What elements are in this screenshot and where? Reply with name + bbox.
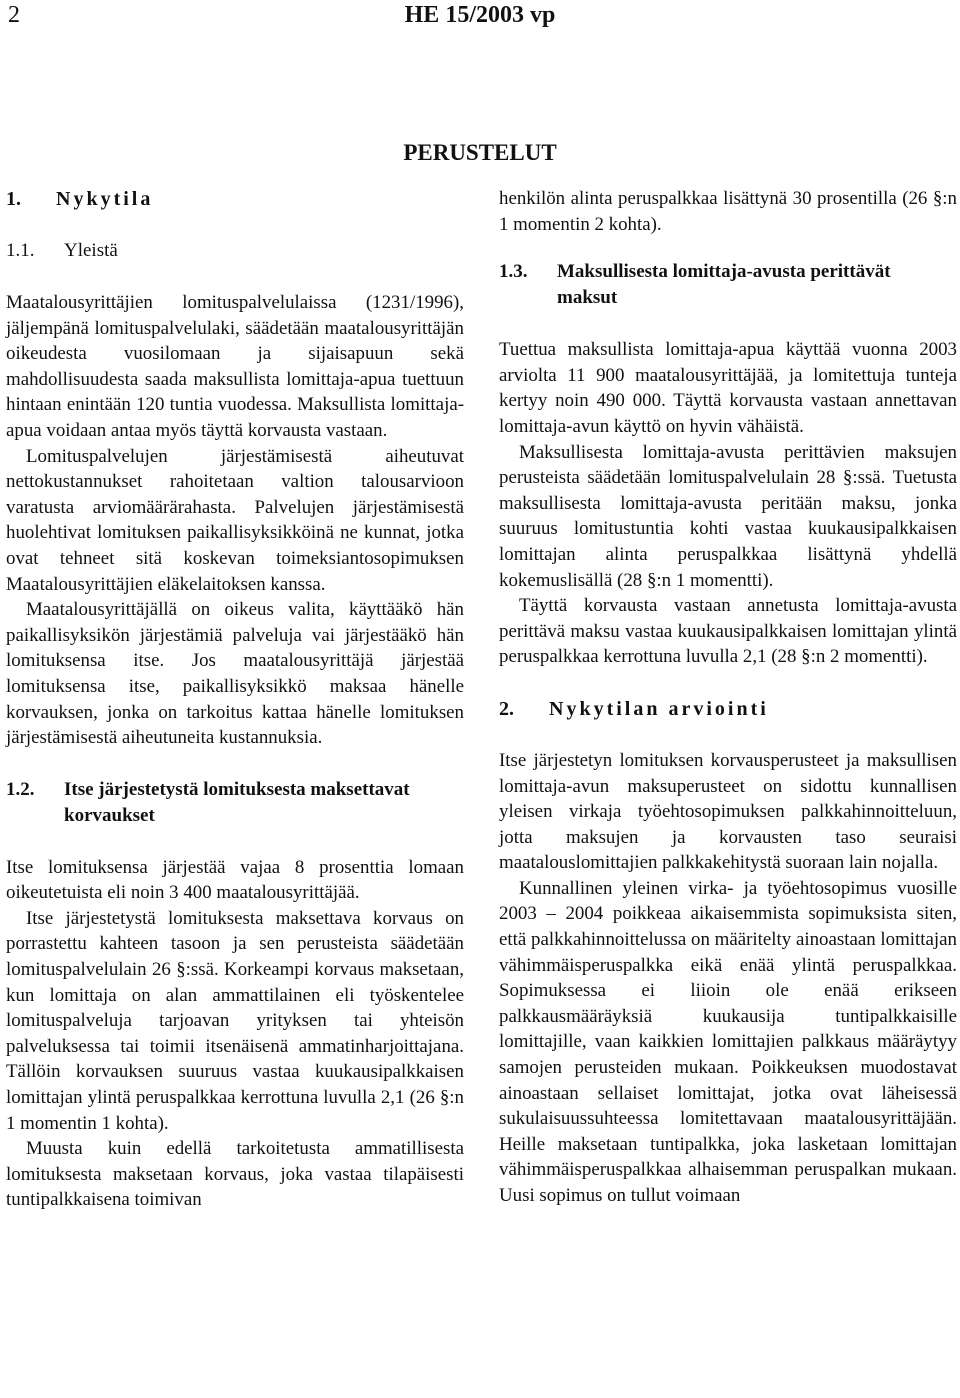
subsection-title: Maksullisesta lomittaja-avusta perittävät maksut <box>557 261 891 309</box>
subsection-heading-1-1 <box>6 238 464 264</box>
paragraph: Maatalousyrittäjien lomituspalvelulaissa (1231/1996), jäljempänä lomituspalvelulaki, säädetään maatalousyrittäjän oikeudesta vuosilomaan ja sijaisapuun sekä mahdollisuudesta saada maksullista lomittaja-apua tuettuun hintaan enintään 120 tuntia vuodessa. Maksullista lomittaja-apua voidaan antaa myös täyttä korvausta vastaan. <box>6 292 464 441</box>
paragraph: Täyttä korvausta vastaan annetusta lomittaja-avusta perittävä maksu vastaa kuukausipalkkaisen lomittajan ylintä peruspalkkaa kerrottuna luvulla 2,1 (28 §:n 2 momentti). <box>499 595 957 668</box>
subsection-heading-1-3 <box>499 259 957 311</box>
page-number: 2 <box>8 2 20 28</box>
paragraph: Muusta kuin edellä tarkoitetusta ammatillisesta lomituksesta maksetaan korvaus, joka vastaa tilapäisesti tuntipalkkaisena toimivan <box>6 1138 464 1211</box>
right-column <box>499 186 957 1209</box>
section-title: Nykytilan arviointi <box>549 697 769 720</box>
section-number: 2. <box>499 697 514 720</box>
paragraph: Itse järjestetyn lomituksen korvausperusteet ja maksullisen lomittaja-avun maksuperusteet on sidottu kunnallisen yleisen virkaja työehtosopimuksen palkkahinnoitteluun, jotta maksujen ja korvausten taso seuraisi maatalouslomittajien palkkakehitystä suoraan lain nojalla. <box>499 749 957 874</box>
paragraph: Maatalousyrittäjällä on oikeus valita, käyttääkö hän paikallisyksikön järjestämiä palveluja vai järjestääkö hän lomituksensa itse. Jos maatalousyrittäjä järjestää lomituksensa itse, paikallisyksikkö maksaa hänelle korvauksen, jonka on tarkoitus kattaa hänelle lomituksen järjestämisestä aiheutuneita kustannuksia. <box>6 599 464 749</box>
subsection-number: 1.3. <box>499 261 528 283</box>
paragraph: Kunnallinen yleinen virka- ja työehtosopimus vuosille 2003 – 2004 poikkeaa aikaisemmista sopimuksista siten, että palkkahinnoittelussa on määritelty ainoastaan lomittajan vähimmäisperuspalkka eikä enää ylintä peruspalkkaa. Sopimuksessa ei liioin ole enää erikseen palkkausmääräyksiä kuukausija tuntipalkkaisille lomittajille, vaan kaikkien lomittajien palkkaus määräytyy samojen perusteiden mukaan. Poikkeuksen muodostavat ainoastaan sellaiset lomittajat, jotka ovat läheisessä sukulaisuussuhteessa lomitettavaan maatalousyrittäjään. Heille maksetaan tuntipalkka, joka lasketaan lomittajan vähimmäisperuspalkkaa alhaisemman peruspalkan mukaan. Uusi sopimus on tullut voimaan <box>499 877 957 1206</box>
paragraph: Itse järjestetystä lomituksesta maksettava korvaus on porrastettu kahteen tasoon ja sen perusteista säädetään lomituspalvelulain 26 §:ssä. Korkeampi korvaus maksetaan, kun lomittaja on alan ammattilainen eli työskentelee lomituspalveluja tarjoavan yrityksen tai yhteisön palveluksessa tai toimii itsenäisenä ammatinharjoittajana. Tällöin korvauksen suuruus vastaa kuukausipalkkaisen lomittajan ylintä peruspalkkaa kerrottuna luvulla 2,1 (26 §:n 1 momentin 1 kohta). <box>6 907 464 1134</box>
running-title: HE 15/2003 vp <box>404 2 556 28</box>
subsection-number: 1.2. <box>6 778 35 800</box>
paragraph: Lomituspalvelujen järjestämisestä aiheutuvat nettokustannukset rahoitetaan valtion talousarvioon varatusta arviomäärärahasta. Palvelujen järjestämisestä huolehtivat lomituksen paikallisyksikköinä ne kunnat, jotka ovat tehneet sitä koskevan toimeksiantosopimuksen Maatalousyrittäjien eläkelaitoksen kanssa. <box>6 445 464 595</box>
paragraph: Itse lomituksensa järjestää vajaa 8 prosenttia lomaan oikeutetuista eli noin 3 400 maatalousyrittäjää. <box>6 856 464 904</box>
paragraph: Tuettua maksullista lomittaja-apua käyttää vuonna 2003 arviolta 11 900 maatalousyrittäjää, ja lomitettuja tunteja kertyy noin 490 000. Täyttä korvausta vastaan annettavan lomittaja-avun käyttö on hyvin vähäistä. <box>499 339 957 437</box>
section-heading-1 <box>6 186 464 212</box>
section-number: 1. <box>6 188 21 210</box>
paragraph: henkilön alinta peruspalkkaa lisättynä 30 prosentilla (26 §:n 1 momentin 2 kohta). <box>499 188 957 235</box>
section-title: Nykytila <box>56 188 154 210</box>
subsection-heading-1-2 <box>6 777 464 829</box>
main-title: PERUSTELUT <box>403 140 557 165</box>
subsection-number: 1.1. <box>6 240 35 261</box>
section-heading-2 <box>499 696 957 722</box>
left-column <box>6 186 464 1213</box>
subsection-title: Itse järjestetystä lomituksesta maksettavat korvaukset <box>64 778 410 826</box>
paragraph: Maksullisesta lomittaja-avusta perittävien maksujen perusteista säädetään lomituspalvelulain 28 §:ssä. Tuetusta maksullisesta lomittaja-avusta peritään maksu, jonka suuruus lomitustuntia kohti vastaa kuukausipalkkaisen lomittajan alinta peruspalkkaa lisättynä yhdellä kokemuslisällä (28 §:n 1 momentti). <box>499 441 957 591</box>
subsection-title: Yleistä <box>64 240 118 261</box>
